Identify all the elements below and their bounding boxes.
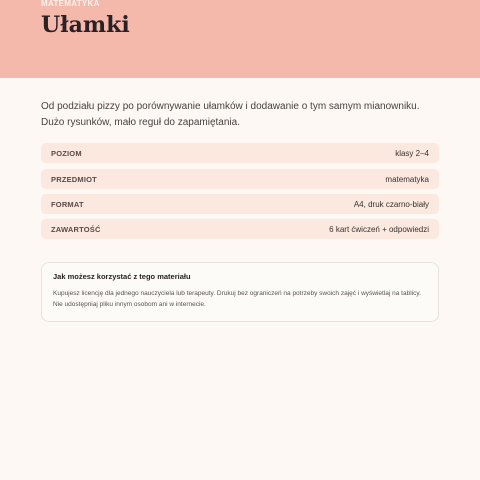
intro-description: Od podziału pizzy po porównywanie ułamków i dodawanie o tym samym mianowniku. Dużo rysunków, mało reguł do zapamiętania. bbox=[41, 101, 420, 128]
category-label: MATEMATYKA bbox=[41, 0, 100, 8]
detail-row-level bbox=[41, 143, 439, 163]
detail-value: A4, druk czarno-biały bbox=[353, 199, 429, 209]
detail-label: ZAWARTOŚĆ bbox=[51, 224, 101, 234]
detail-label: POZIOM bbox=[51, 148, 82, 158]
header-banner bbox=[0, 0, 480, 78]
license-title: Jak możesz korzystać z tego materiału bbox=[53, 272, 191, 281]
page-title: Ułamki bbox=[41, 12, 130, 38]
detail-value: 6 kart ćwiczeń + odpowiedzi bbox=[329, 224, 429, 234]
detail-value: klasy 2–4 bbox=[395, 148, 429, 158]
detail-row-subject bbox=[41, 169, 439, 189]
detail-label: FORMAT bbox=[51, 199, 84, 209]
license-text: Kupujesz licencję dla jednego nauczyciela lub terapeuty. Drukuj bez ograniczeń na potrzeby swoich zajęć i wyświetlaj na tablicy. Nie udostępniaj pliku innym osobom ani w internecie. bbox=[53, 290, 421, 308]
detail-row-contents bbox=[41, 219, 439, 239]
detail-label: PRZEDMIOT bbox=[51, 174, 97, 184]
detail-row-format bbox=[41, 194, 439, 214]
detail-value: matematyka bbox=[385, 174, 429, 184]
license-card bbox=[41, 262, 439, 322]
